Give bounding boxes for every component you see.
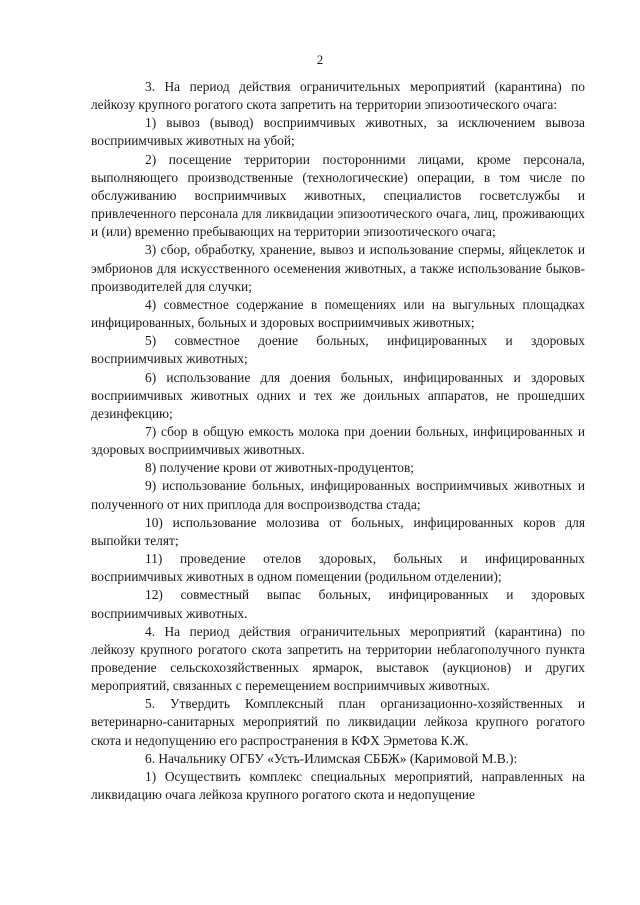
list-item-10: 10) использование молозива от больных, инфицированных коров для выпойки телят;	[91, 514, 585, 548]
paragraph-item-6-header: 6. Начальнику ОГБУ «Усть-Илимская СББЖ» (Каримовой М.В.):	[145, 750, 518, 766]
document-body	[91, 78, 585, 804]
page-number: 2	[316, 52, 324, 67]
list-item-4: 4) совместное содержание в помещениях или на выгульных площадках инфицированных, больных и здоровых восприимчивых животных;	[91, 296, 585, 331]
list-item-9: 9) использование больных, инфицированных восприимчивых животных и полученного от них приплода для воспроизводства стада;	[91, 478, 585, 512]
list-item-1: 1) вывоз (вывод) восприимчивых животных, за исключением вывоза восприимчивых животных на убой;	[91, 115, 585, 149]
list-item-12: 12) совместный выпас больных, инфицированных и здоровых восприимчивых животных.	[91, 587, 585, 621]
list-item-6-1: 1) Осуществить комплекс специальных мероприятий, направленных на ликвидацию очага лейкоза крупного рогатого скота и недопущение	[91, 768, 585, 803]
list-item-5: 5) совместное доение больных, инфицированных и здоровых восприимчивых животных;	[91, 333, 585, 367]
list-item-8: 8) получение крови от животных-продуцентов;	[145, 460, 415, 476]
list-item-3: 3) сбор, обработку, хранение, вывоз и использование спермы, яйцеклеток и эмбрионов для искусственного осеменения животных, а также использование быков-производителей для случки;	[91, 242, 585, 294]
list-item-2: 2) посещение территории посторонними лицами, кроме персонала, выполняющего производственные (технологические) операции, в том числе по обслуживанию восприимчивых животных, специалистов госветслужбы и привлеченного персонала для ликвидации эпизоотического очага, лиц, проживающих и (или) временно пребывающих на территории эпизоотического очага;	[91, 151, 585, 240]
list-item-6: 6) использование для доения больных, инфицированных и здоровых восприимчивых животных одних и тех же доильных аппаратов, не прошедших дезинфекцию;	[91, 369, 585, 421]
paragraph-item-4: 4. На период действия ограничительных мероприятий (карантина) по лейкозу крупного рогатого скота запретить на территории неблагополучного пункта проведение сельскохозяйственных ярмарок, выставок (аукционов) и других мероприятий, связанных с перемещением восприимчивых животных.	[91, 623, 585, 694]
paragraph-item-3-header: 3. На период действия ограничительных мероприятий (карантина) по лейкозу крупного рогатого скота запретить на территории эпизоотического очага:	[91, 79, 585, 113]
list-item-11: 11) проведение отелов здоровых, больных и инфицированных восприимчивых животных в одном помещении (родильном отделении);	[91, 551, 585, 585]
paragraph-item-5: 5. Утвердить Комплексный план организационно-хозяйственных и ветеринарно-санитарных мероприятий по ликвидации лейкоза крупного рогатого скота и недопущению его распространения в КФХ Эрметова К.Ж.	[91, 696, 585, 748]
list-item-7: 7) сбор в общую емкость молока при доении больных, инфицированных и здоровых восприимчивых животных.	[91, 423, 585, 458]
